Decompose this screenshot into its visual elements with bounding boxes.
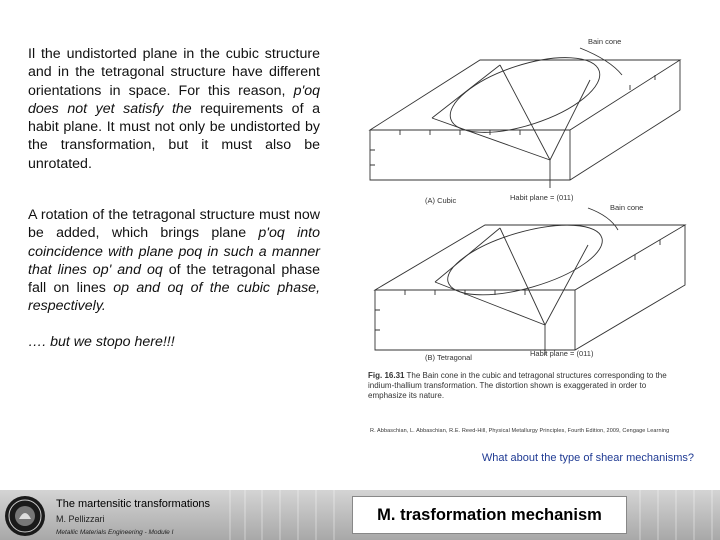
cubic-box-sides bbox=[370, 60, 680, 180]
footer-author: M. Pellizzari bbox=[56, 514, 105, 524]
bain-cone-figure bbox=[360, 20, 690, 410]
cubic-line-op bbox=[500, 65, 550, 160]
paragraph-undistorted-plane bbox=[28, 45, 320, 173]
footer-course: Metallic Materials Engineering - Module I bbox=[56, 529, 174, 536]
paragraph1-part-a: Il the undistorted plane in the cubic structure and in the tetragonal structure have different orientations in space. For this reason, bbox=[28, 46, 320, 99]
bain-arrow-top bbox=[580, 48, 622, 75]
reference-citation: R. Abbaschian, L. Abbaschian, R.E. Reed-Hill, Physical Metallurgy Principles, Fourth Edition, 2009, Cengage Learning bbox=[370, 428, 670, 434]
label-a-cubic: (A) Cubic bbox=[425, 196, 457, 205]
university-seal-icon bbox=[4, 495, 46, 537]
cubic-line-pq bbox=[432, 65, 500, 118]
slide-title: M. trasformation mechanism bbox=[352, 496, 627, 534]
cubic-box-top-face bbox=[370, 60, 680, 130]
paragraph2-part-a: A rotation of the tetragonal structure must now be added, which brings plane bbox=[28, 207, 320, 242]
tetragonal-line-diagonal bbox=[545, 245, 588, 325]
label-bain-cone-top: Bain cone bbox=[588, 37, 622, 46]
paragraph-stop-here: …. but we stopo here!!! bbox=[28, 334, 175, 350]
bain-cone-ellipse-top bbox=[442, 42, 609, 147]
tetragonal-box-top-face bbox=[375, 225, 685, 290]
label-habit-plane-bottom: Habit plane = (011) bbox=[530, 349, 594, 358]
paragraph1-part-b: p'oq does not yet satisfy the bbox=[28, 82, 320, 117]
caption-text: The Bain cone in the cubic and tetragonal structures corresponding to the indium-thallium transformation. The distortion shown is exaggerated in order to emphasize its nature. bbox=[368, 371, 667, 400]
tetragonal-line-pq bbox=[435, 228, 500, 282]
label-bain-cone-bottom: Bain cone bbox=[610, 203, 644, 212]
label-b-tetragonal: (B) Tetragonal bbox=[425, 353, 472, 362]
tetragonal-ticks bbox=[375, 240, 660, 330]
caption-figure-number: Fig. 16.31 bbox=[368, 371, 405, 380]
question-shear-mechanisms: What about the type of shear mechanisms? bbox=[481, 452, 694, 464]
paragraph1-part-c: requirements of a habit plane. It must not only be undistorted by the transformation, but it must also be unrotated. bbox=[28, 100, 320, 172]
paragraph-rotation bbox=[28, 206, 320, 316]
footer-title: The martensitic transformations bbox=[56, 498, 211, 510]
label-habit-plane-top: Habit plane = (011) bbox=[510, 193, 574, 202]
paragraph2-part-d: op and oq of the cubic phase, respectively. bbox=[28, 280, 321, 315]
footer-bar bbox=[0, 490, 720, 540]
paragraph2-part-c: of the tetragonal phase fall on lines bbox=[28, 261, 320, 297]
figure-caption bbox=[368, 371, 668, 401]
paragraph2-part-b: p'oq into coincidence with plane poq in such a manner that lines op' and oq bbox=[28, 225, 320, 278]
